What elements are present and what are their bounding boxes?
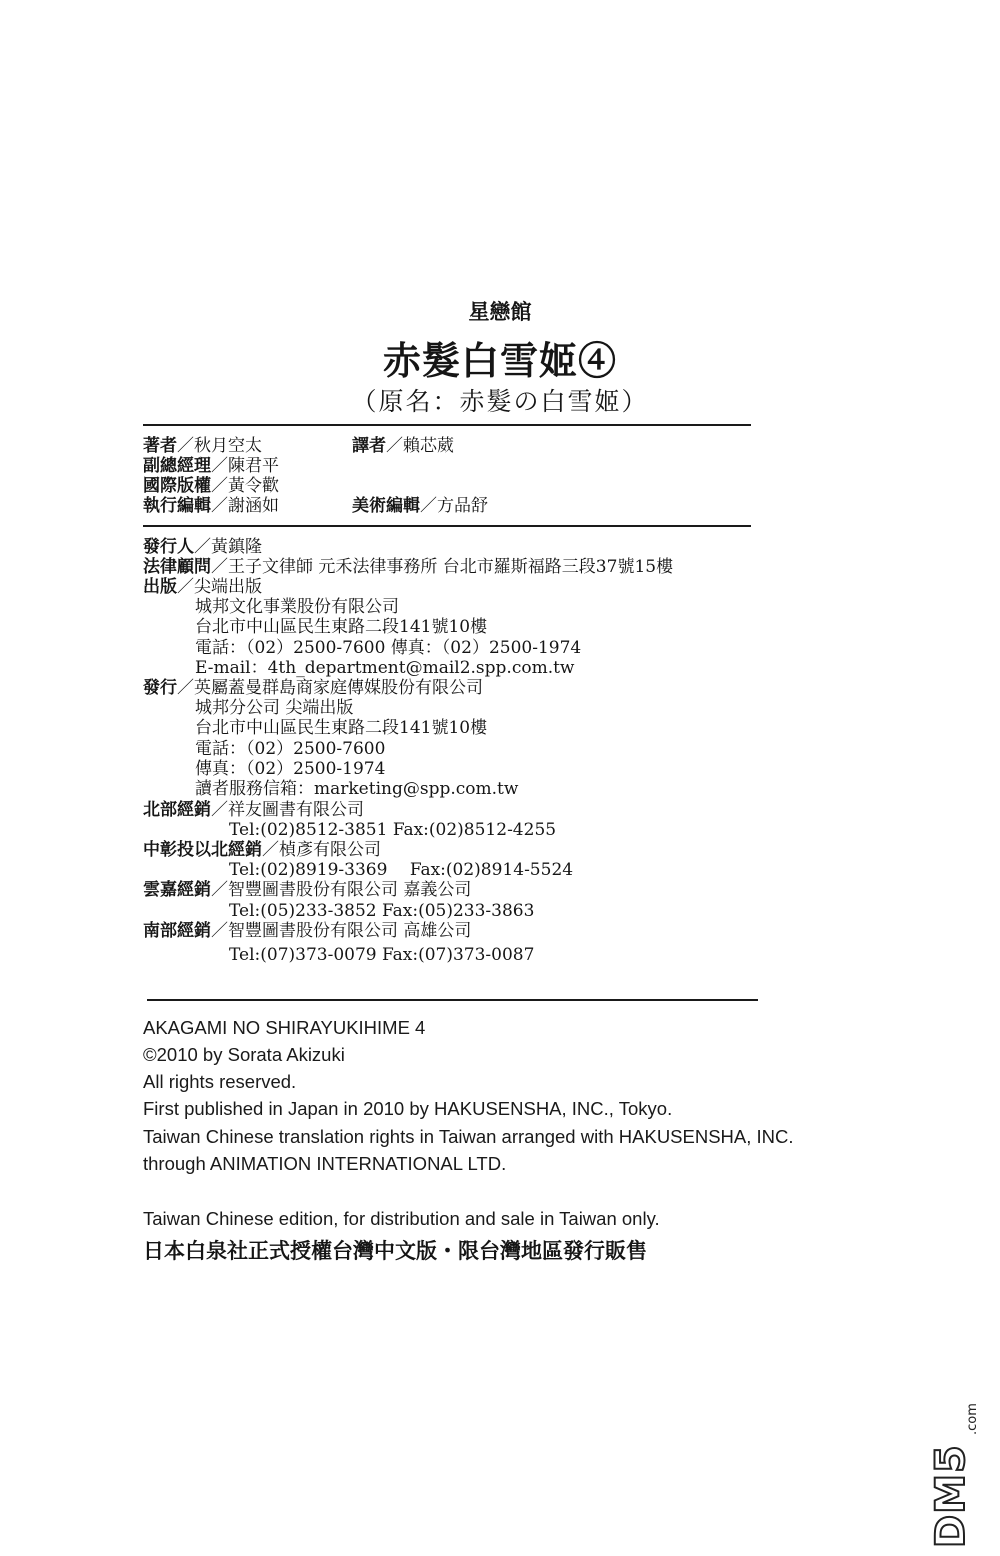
central-distributor: 中彰投以北經銷／楨彥有限公司 [143, 840, 381, 860]
license-copyright: ©2010 by Sorata Akizuki [143, 1044, 345, 1065]
credit-translator: 譯者／賴芯葳 [352, 436, 454, 456]
credit-intl-rights: 國際版權／黃令歡 [143, 476, 279, 496]
dist-address: 台北市中山區民生東路二段141號10樓 [195, 718, 488, 738]
credit-art-editor: 美術編輯／方品舒 [352, 496, 488, 516]
north-contact: Tel:(02)8512-3851 Fax:(02)8512-4255 [229, 820, 557, 840]
license-first-published: First published in Japan in 2010 by HAKUSENSHA, INC., Tokyo. [143, 1098, 673, 1119]
press-line: 出版／尖端出版 [143, 577, 262, 597]
south-distributor: 南部經銷／智豐圖書股份有限公司 高雄公司 [143, 921, 472, 941]
dist-fax: 傳真：（02）2500-1974 [195, 759, 386, 779]
yunjia-contact: Tel:(05)233-3852 Fax:(05)233-3863 [229, 901, 535, 921]
divider-bottom [147, 999, 758, 1001]
distribution-line: 發行／英屬蓋曼群島商家庭傳媒股份有限公司 [143, 678, 483, 698]
credit-deputy-gm: 副總經理／陳君平 [143, 456, 279, 476]
watermark-domain: .com [965, 1403, 980, 1435]
authorized-notice: 日本白泉社正式授權台灣中文版・限台灣地區發行販售 [143, 1240, 647, 1263]
publisher-line: 發行人／黃鎮隆 [143, 537, 262, 557]
press-phone: 電話：（02）2500-7600 傳真：（02）2500-1974 [195, 638, 582, 658]
original-title: （原名：赤髮の白雪姬） [351, 387, 649, 416]
dist-reader-email: 讀者服務信箱：marketing@spp.com.tw [195, 779, 519, 799]
divider-middle [143, 525, 751, 527]
south-contact: Tel:(07)373-0079 Fax:(07)373-0087 [229, 945, 535, 965]
license-agent: through ANIMATION INTERNATIONAL LTD. [143, 1153, 507, 1174]
book-title: 赤髮白雪姬④ [382, 338, 617, 383]
watermark-logo: DM5 [928, 1444, 974, 1548]
press-email: E-mail：4th_department@mail2.spp.com.tw [195, 658, 575, 678]
north-distributor: 北部經銷／祥友圖書有限公司 [143, 800, 364, 820]
press-address: 台北市中山區民生東路二段141號10樓 [195, 617, 488, 637]
license-edition: Taiwan Chinese edition, for distribution and sale in Taiwan only. [143, 1208, 660, 1229]
press-company: 城邦文化事業股份有限公司 [195, 597, 399, 617]
series-name: 星戀館 [468, 299, 532, 324]
dist-phone: 電話：（02）2500-7600 [195, 739, 386, 759]
credit-exec-editor: 執行編輯／謝涵如 [143, 496, 279, 516]
legal-line: 法律顧問／王子文律師 元禾法律事務所 台北市羅斯福路三段37號15樓 [143, 557, 674, 577]
yunjia-distributor: 雲嘉經銷／智豐圖書股份有限公司 嘉義公司 [143, 880, 472, 900]
license-rights: All rights reserved. [143, 1071, 297, 1092]
dist-branch: 城邦分公司 尖端出版 [195, 698, 354, 718]
license-translation-rights: Taiwan Chinese translation rights in Taiwan arranged with HAKUSENSHA, INC. [143, 1126, 794, 1147]
license-title: AKAGAMI NO SHIRAYUKIHIME 4 [143, 1017, 426, 1038]
credit-author: 著者／秋月空太 [143, 436, 262, 456]
central-contact: Tel:(02)8919-3369 Fax:(02)8914-5524 [229, 860, 574, 880]
divider-top [143, 424, 751, 426]
